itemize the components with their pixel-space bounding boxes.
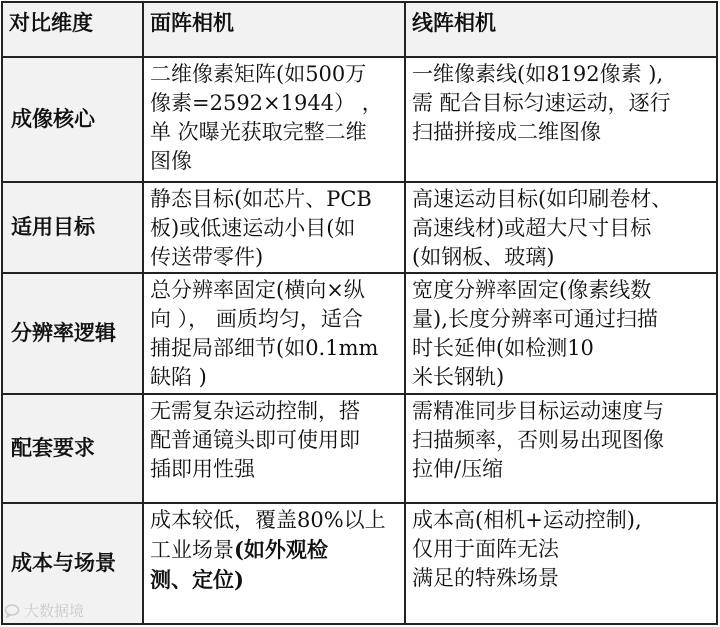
text-line: 需精准同步目标运动速度与	[412, 399, 664, 423]
text-line: 无需复杂运动控制，搭	[150, 399, 360, 423]
text-segment: 工业场景	[150, 538, 234, 562]
text-line: 图像	[150, 149, 192, 173]
line-requirements	[406, 395, 718, 504]
row-label-resolution: 分辨率逻辑	[3, 274, 144, 395]
text-line: 向 ）， 画质均匀，适合	[150, 307, 363, 331]
text-line: 捕捉局部细节(如0.1mm	[150, 336, 379, 360]
text-line: 一维像素线(如8192像素 ),	[412, 62, 664, 86]
text-line: 配普通镜头即可使用即	[150, 428, 360, 452]
text-line: 二维像素矩阵(如500万	[150, 62, 367, 86]
bold-text-segment: (如外观检	[234, 537, 328, 562]
header-dimension: 对比维度	[3, 3, 144, 58]
text-line: 仅用于面阵无法	[412, 537, 559, 561]
watermark-text: 大数据境	[24, 602, 85, 620]
text-line	[150, 535, 400, 565]
row-label-target: 适用目标	[3, 183, 144, 274]
text-line: 总分辨率固定(横向×纵	[150, 278, 365, 302]
area-cost-scenario	[144, 504, 406, 625]
header-line-camera: 线阵相机	[406, 3, 718, 58]
line-imaging-core	[406, 58, 718, 183]
area-resolution	[144, 274, 406, 395]
chat-bubble-icon	[4, 603, 20, 619]
text-line: 宽度分辨率固定(像素线数	[412, 278, 652, 302]
text-line: 量),长度分辨率可通过扫描	[412, 307, 658, 331]
watermark	[4, 600, 84, 621]
text-line: 满足的特殊场景	[412, 566, 559, 590]
text-line: 成本高(相机+运动控制),	[412, 508, 642, 532]
text-line: 时长延伸(如检测10	[412, 336, 594, 360]
text-line: 单 次曝光获取完整二维	[150, 120, 367, 144]
text-line: 高速线材)或超大尺寸目标	[412, 216, 652, 240]
text-line: 传送带零件)	[150, 245, 264, 269]
text-line: 扫描频率，否则易出现图像	[412, 428, 664, 452]
text-line: 高速运动目标(如印刷卷材、	[412, 187, 673, 211]
text-line: 扫描拼接成二维图像	[412, 120, 601, 144]
text-line: 拉伸/压缩	[412, 457, 504, 481]
text-line: 静态目标(如芯片、PCB	[150, 187, 372, 211]
area-target	[144, 183, 406, 274]
text-line: 需 配合目标匀速运动，逐行	[412, 91, 671, 115]
text-line: 板)或低速运动小目(如	[150, 216, 356, 240]
text-line: 米长钢轨)	[412, 365, 505, 389]
text-line: 成本较低，覆盖80%以上	[150, 508, 386, 532]
row-label-cost-scenario: 成本与场景	[3, 504, 144, 625]
row-label-requirements: 配套要求	[3, 395, 144, 504]
text-line: 像素=2592×1944） ，	[150, 91, 383, 115]
comparison-table	[1, 1, 718, 625]
text-line: (如钢板、玻璃)	[412, 245, 555, 269]
area-requirements	[144, 395, 406, 504]
area-imaging-core	[144, 58, 406, 183]
line-resolution	[406, 274, 718, 395]
text-line: 插即用性强	[150, 457, 255, 481]
line-target	[406, 183, 718, 274]
text-line: 缺陷 )	[150, 365, 207, 389]
bold-text-line: 测、定位)	[150, 567, 244, 592]
line-cost-scenario	[406, 504, 718, 625]
header-area-camera: 面阵相机	[144, 3, 406, 58]
row-label-imaging-core: 成像核心	[3, 58, 144, 183]
